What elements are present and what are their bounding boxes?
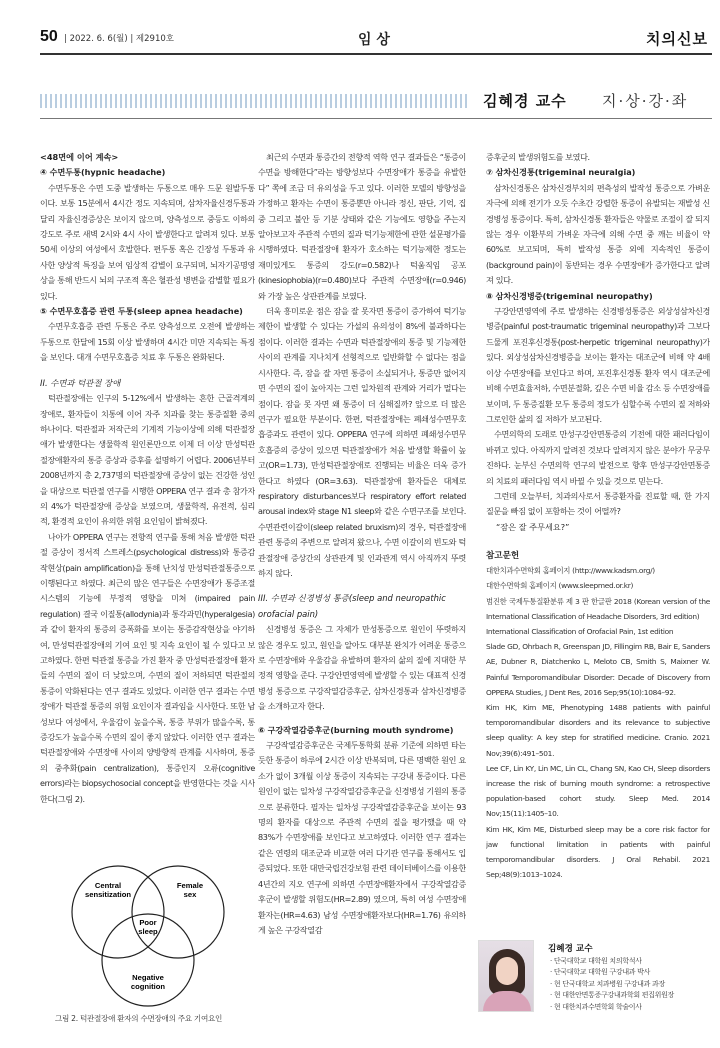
author-name: 김혜경 교수 bbox=[548, 944, 593, 954]
subheading-bms: ⑥ 구강작열감증후군(burning mouth syndrome) bbox=[258, 724, 454, 735]
circle-central bbox=[72, 866, 164, 958]
author-photo bbox=[478, 940, 534, 1012]
subheading-neuropathy: ⑧ 삼차신경병증(trigeminal neuropathy) bbox=[486, 290, 653, 301]
label-negative: Negative cognition bbox=[130, 973, 166, 991]
page-header bbox=[40, 28, 712, 52]
header-rule bbox=[40, 53, 712, 55]
references-list bbox=[486, 563, 710, 882]
paragraph: 턱관절장애는 인구의 5-12%에서 발생하는 흔한 근골격계의 장애로, 환자들이 치통에 이어 자주 치과를 찾는 통증질환 중의 하나이다. 턱관절과 저작근의 기계적 기능이상에 의해 턱관절장애가 발생한다는 생물학적 원인론만으로 이제 더 이상 만성턱관절장애환자의 통증 증상과 증후를 설명하기 어렵다. 2006년부터 2008년까지 총 2,737명의 턱관절장애 증상이 없는 건강한 성인을 대상으로 턱관절 연구를 시행한 OPPERA 연구 결과 총 참가자의 4%가 턱관절장애 증상을 보였으며, 생물학적, 유전적, 심리적, 환경적 요인이 유의한 위험 요인임이 밝혀졌다. bbox=[40, 393, 255, 527]
subheading-sleep-apnea: ⑤ 수면무호흡증 관련 두통(sleep apnea headache) bbox=[40, 306, 243, 317]
paragraph: 구강안면영역에 주로 발생하는 신경병성통증은 외상성삼차신경병증(painful post-traumatic trigeminal neuropathy)과 그보다 드물게 포진후신경통(post-herpetic trigeminal neuropathy)가 있다. 외상성삼차신경병증을 보이는 환자는 대조군에 비해 약 4배 이상 수면장애를 보인다고 하며, 포진후신경통 환자 역시 대조군에 비해 수면효율저하, 수면분절화, 깊은 수면 비율 감소 등 수면장애를 보이며, 두 통증질환 모두 통증의 정도가 심할수록 수면의 질 저하와 그로인한 삶의 질 저하가 보고된다. bbox=[486, 306, 710, 424]
label-central: Central sensitization bbox=[85, 881, 131, 899]
decorative-stripes bbox=[40, 94, 470, 108]
section-heading: III. 수면과 신경병성 통증(sleep and neuropathic orofacial pain) bbox=[258, 593, 446, 619]
credential-item: · 현 대한안면통증구강내과학회 편집위원장 bbox=[550, 991, 675, 1000]
circle-female bbox=[132, 866, 224, 958]
paragraph: 나아가 OPPERA 연구는 전향적 연구를 통해 처음 발생한 턱관절 증상이 정서적 스트레스(psychological distress)와 통증감작현상(pain amplification)을 통해 난치성 만성턱관절통증으로 이행된다고 하였다. 최근의 많은 연구들은 수면장애가 통증조절시스템의 기능에 부정적 영향을 미쳐 (impaired pain regulation) 결국 이질통(allodynia)과 통각과민(hyperalgesia)과 같이 환자의 통증의 증폭화를 보이는 통증감작현상을 야기하여, 만성턱관절장애의 기여 요인 및 지속 요인이 될 수 있다고 보고하였다. 한편 턱관절 통증을 가진 환자 중 만성턱관절장애 환자들의 수면의 질이 더 낮았으며, 수면의 질이 저하되면 턱관절의 통증이 악화된다는 연구 결과도 있었다. 이러한 연구 결과는 수면장애가 턱관절 통증의 위험 요인이자 결과임을 시사한다. 또한 남성보다 여성에서, 우울감이 높을수록, 통증 부위가 많을수록, 통증강도가 높을수록 수면의 질이 좋지 않았다. 이러한 연구 결과는 턱관절장애와 수면장애 사이의 양방향적 관계를 시사하며, 통증의 중추화(pain centralization), 통증인지 오류(cognitive errors)라는 biopsychosocial concept을 반영한다는 것을 시사한다(그림 2). bbox=[40, 531, 255, 804]
paragraph: 수면의학의 도래로 만성구강안면통증의 기전에 대한 패러다임이 바뀌고 있다. 아직까지 알려진 것보다 알려지지 않은 분야가 무궁무진하다. 눈부신 수면의학 연구의 발전으로 향후 만성구강안면통증의 치료의 패러다임 역시 바뀔 수 있을 것으로 믿는다. bbox=[486, 429, 710, 486]
credential-item: · 현 단국대학교 치과병원 구강내과 과장 bbox=[550, 979, 665, 988]
subheading-hypnic: ④ 수면두통(hypnic headache) bbox=[40, 167, 166, 178]
closing-quote: “잠은 잘 주무세요?” bbox=[496, 521, 570, 532]
article-column-2 bbox=[258, 150, 466, 1035]
references-title: 참고문헌 bbox=[486, 551, 520, 562]
paragraph: 삼차신경통은 삼차신경부치의 편측성의 발작성 통증으로 가벼운 자극에 의해 전기가 오듯 수초간 강렬한 통증이 유발되는 재발성 신경병성 통증이다. 특히, 삼차신경통 환자들은 약물로 조절이 잘 되지 않는 경우 이환부의 가벼운 자극에 의해 수면 중 깨는 비율이 약 60%로 보고되며, 특히 발작성 통증 외에 지속적인 통증이(background pain)이 동반되는 경우 수면장애가 증가한다고 알려져 있다. bbox=[486, 182, 710, 286]
continued-note: <48면에 이어 계속> bbox=[40, 152, 119, 162]
credential-item: · 단국대학교 대학원 치의학석사 bbox=[550, 957, 642, 965]
reference-item: 대한치과수면학회 홈페이지 (http://www.kadsm.org/) bbox=[486, 566, 655, 576]
paragraph: 신경병성 통증은 그 자체가 만성통증으로 원인이 뚜렷하지 않은 경우도 있고, 원인을 알아도 대부분 완치가 어려운 통증으로 수면장애와 우울감을 유발하며 환자의 삶의 질에 지대한 부정적 영향을 준다. 구강안면영역에 발생할 수 있는 대표적 신경병성 통증으로 구강작열감증후군, 삼차신경통과 삼차신경병증을 소개하고자 한다. bbox=[258, 624, 466, 712]
venn-diagram bbox=[62, 860, 234, 1010]
band-rule bbox=[40, 118, 712, 119]
reference-item: International Classification of Orofacial Pain, 1st edition bbox=[486, 626, 674, 636]
paragraph: 구강작열감증후군은 국제두통학회 분류 기준에 의하면 타는 듯한 통증이 하루에 2시간 이상 반복되며, 다른 명백한 원인 요소가 없이 3개월 이상 통증이 지속되는 구강내 통증이다. 다른 원인이 없는 일차성 구강작열감증후군을 신경병성 기원의 통증으로 분류한다. 필자는 일차성 구강작열감증후군을 보이는 93명의 환자를 대상으로 주관적 수면의 질을 평가했을 때 약 83%가 수면장애를 보인다고 보고하였다. 이러한 연구 결과는 같은 연령의 대조군과 비교한 여러 다기관 연구를 통해서도 입증되었다. 또한 대만국립건강보험 관련 데이터베이스를 이용한 4년간의 지오 연구에 의하면 수면장애환자에서 구강작열감증후군이 발생할 위험도(HR=2.89) 였으며, 특히 여성 수면장애환자는(HR=4.63) 남성 수면장애환자보다(HR=1.76) 유의하게 높은 구강작열감 bbox=[258, 740, 466, 935]
author-credentials bbox=[550, 956, 710, 1013]
column-name: 지·상·강·좌 bbox=[602, 92, 689, 110]
article-column-3 bbox=[486, 150, 710, 1035]
paragraph: 최근의 수면과 통증간의 전향적 역학 연구 결과들은 “통증이 수면을 방해한다”라는 방향성보다 수면장애가 통증을 유발한다” 쪽에 조금 더 유의성을 두고 있다. 이러한 모델의 방향성을 가정하고 환자는 수면이 통증뿐만 아니라 정신, 판단, 기억, 집중 그리고 불안 등 기분 상태와 같은 기능에도 영향을 주는지 알아보고자 주관적 수면의 질과 턱기능제한에 관한 설문평가를 시행하였다. 턱관절장애 환자가 호소하는 턱기능제한 정도는 재미있게도 통증의 강도(r=0.582)나 턱움직임 공포(kinesiophobia)(r=0.480)보다 주관적 수면장애(r=0.946)와 가장 높은 상관관계를 보였다. bbox=[258, 152, 466, 301]
reference-item: Kim HK, Kim ME, Disturbed sleep may be a core risk factor for jaw functional limitation in patients with painful temporomandibular disorders. J Oral Rehabil. 2021 Sep;48(9):1013–1024. bbox=[486, 824, 710, 880]
column-author: 김혜경 교수 bbox=[483, 92, 567, 110]
reference-item: 대한수면학회 홈페이지 (www.sleepmed.or.kr) bbox=[486, 581, 634, 591]
paragraph: 증후군의 발생위험도를 보였다. bbox=[486, 152, 590, 162]
reference-item: Kim HK, Kim ME, Phenotyping 1488 patients with painful temporomandibular disorders and its relevance to subjective sleep quality: A key step for stratified medicine. Cranio. 2021 Nov;39(6):491–501. bbox=[486, 702, 710, 758]
paragraph: 수면무호흡증 관련 두통은 주로 양측성으로 오전에 발생하는 두통으로 한달에 15회 이상 발생하며 4시간 미만 지속되는 특징을 보인다. 대개 수면무호흡증 치료 후 두통은 완화된다. bbox=[40, 321, 255, 363]
subheading-neuralgia: ⑦ 삼차신경통(trigeminal neuralgia) bbox=[486, 167, 636, 178]
author-profile bbox=[478, 936, 712, 1040]
issue-date: | 2022. 6. 6(월) | 제2910호 bbox=[64, 34, 174, 44]
column-band bbox=[40, 90, 712, 112]
section-title: 임 상 bbox=[358, 32, 390, 48]
credential-item: · 현 대한치과수면학회 학술이사 bbox=[550, 1002, 642, 1011]
label-poor-sleep: Poor sleep bbox=[138, 918, 158, 936]
paragraph: 수면두통은 수면 도중 발생하는 두통으로 매우 드문 원발두통이다. 보통 15분에서 4시간 정도 지속되며, 삼차자율신경두통과 달리 자율신경증상은 보이지 않으며, 양측성으로 중등도 이하의 강도로 주로 새벽 2시와 4시 사이 발생한다고 알려져 있다. 보통 50세 이상의 여성에서 호발한다. 편두통 혹은 긴장성 두통과 유사한 양상적 특징을 보여 임상적 감별이 요구되며, 뇌자기공명영상을 통해 반드시 뇌의 구조적 혹은 혈관성 병변을 감별할 필요가 있다. bbox=[40, 182, 255, 301]
paragraph: 더욱 흥미로운 점은 잠을 잘 못자면 통증이 증가하여 턱기능제한이 발생할 수 있다는 가설의 유의성이 8%에 불과하다는 점이다. 이러한 결과는 수면과 턱관절장애의 통증 및 기능제한사이의 관계를 지나치게 선형적으로 일반화할 수 없다는 점을 시사한다. 즉, 잠을 잘 자면 통증이 소실되거나, 통증만 없어지면 수면의 질이 높아지는 그런 일차원적 관계와 거리가 멀다는 점이다. 잠을 못 자면 왜 통증이 더 심해질까? 앞으로 더 많은 연구가 필요한 부분이다. 한편, 턱관절장애는 폐쇄성수면무호흡증과도 관련이 있다. OPPERA 연구에 의하면 폐쇄성수면무호흡증의 증상이 있으면 턱관절장애가 처음 발생할 확률이 높고(OR=1.73), 만성턱관절장애로 진행되는 비율은 더욱 증가한다고 하였다 (OR=3.63). 턱관절장애 환자들은 대체로 respiratory disturbances보다 respiratory effort related arousal index와 stage N1 sleep와 같은 수면구조를 보인다. 수면관련이갈이(sleep related bruxism)의 경우, 턱관절장애 관련 통증의 주변으로 알려져 왔으나, 수면 이갈이의 빈도와 턱관절장애 증상간의 상관관계 및 인과관계 역시 아직까지 뚜렷하지 않다. bbox=[258, 306, 466, 578]
newspaper-name: 치의신보 bbox=[646, 30, 708, 48]
page-number: 50 bbox=[40, 28, 58, 45]
reference-item: 범진한 국제두통질환분류 제 3 판 한글판 2018 (Korean version of the International Classification of Headache Disorders, 3rd edition) bbox=[486, 596, 710, 621]
label-female: Female sex bbox=[176, 881, 204, 899]
section-heading: II. 수면과 턱관절 장애 bbox=[40, 377, 121, 388]
reference-item: Lee CF, Lin KY, Lin MC, Lin CL, Chang SN, Kao CH, Sleep disorders increase the risk of burning mouth syndrome: a retrospective population-based cohort study. Sleep Med. 2014 Nov;15(11):1405–10. bbox=[486, 763, 710, 819]
credential-item: · 단국대학교 대학원 구강내과 박사 bbox=[550, 968, 651, 977]
paragraph: 그런데 오늘부터, 치과의사로서 통증환자를 진료할 때, 한 가지 질문을 빠짐 없이 포함하는 것이 어떨까? bbox=[486, 490, 710, 517]
reference-item: Slade GD, Ohrbach R, Greenspan JD, Fillingim RB, Bair E, Sanders AE, Dubner R, Diatchenko L, Meloto CB, Smith S, Maixner W. Painful Temporomandibular Disorder: Decade of Discovery from OPPERA Studies, J Dent Res, 2016 Sep;95(10):1084–92. bbox=[486, 642, 710, 697]
figure-caption: 그림 2. 턱관절장애 환자의 수면장애의 주요 기여요인 bbox=[55, 1014, 223, 1023]
